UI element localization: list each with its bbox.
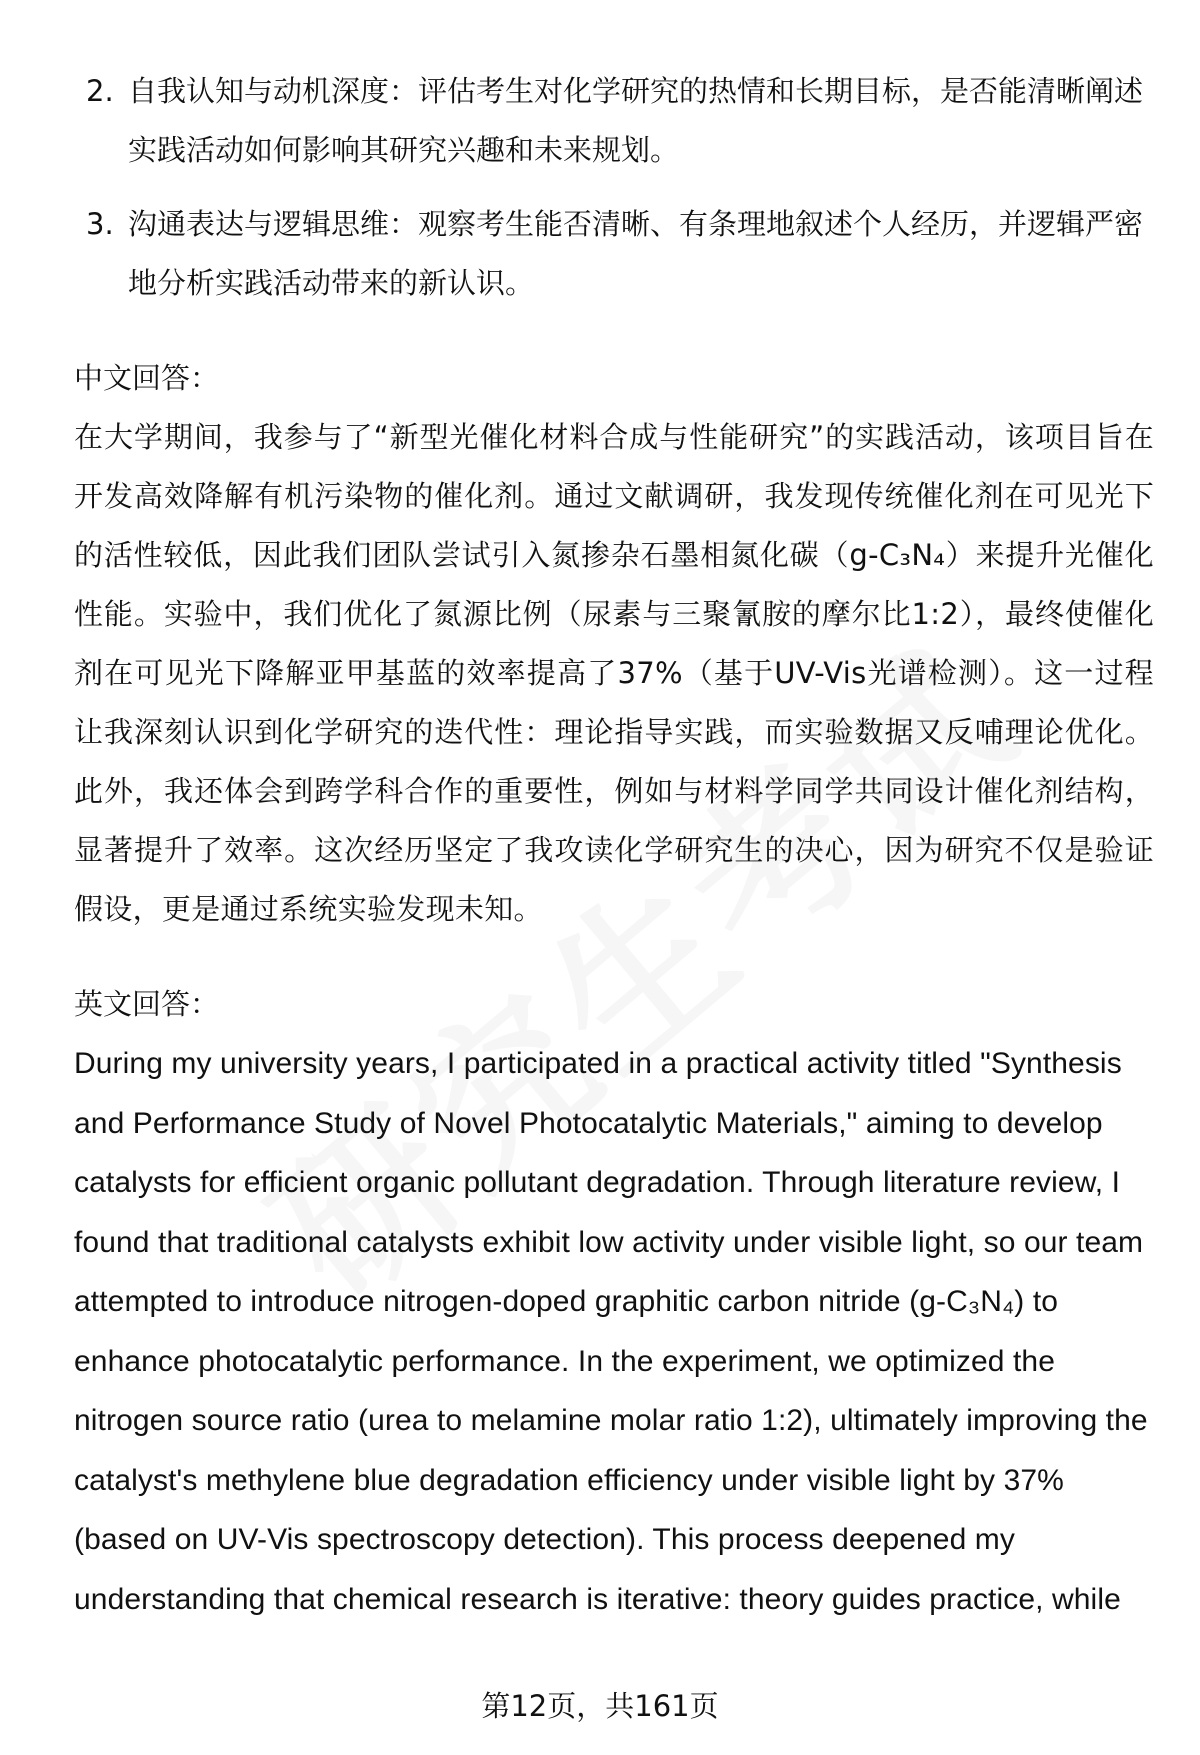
page-number-footer: 第12页，共161页 bbox=[481, 1689, 719, 1723]
document-page bbox=[74, 62, 1154, 1629]
english-answer-body: During my university years, I participated in a practical activity titled "Synthesis and Performance Study of Novel Photocatalytic Materials," aiming to develop catalysts for efficient organic pollutant degradation. Through literature review, I found that traditional catalysts exhibit low activity under visible light, so our team attempted to introduce nitrogen-doped graphitic carbon nitride (g-C₃N₄) to enhance photocatalytic performance. In the experiment, we optimized the nitrogen source ratio (urea to melamine molar ratio 1:2), ultimately improving the catalyst's methylene blue degradation efficiency under visible light by 37% (based on UV-Vis spectroscopy detection). This process deepened my understanding that chemical research is iterative: theory guides practice, while bbox=[74, 1047, 1148, 1616]
criteria-list bbox=[74, 62, 1154, 313]
list-item-text: 沟通表达与逻辑思维：观察考生能否清晰、有条理地叙述个人经历，并逻辑严密地分析实践活动带来的新认识。 bbox=[128, 207, 1144, 300]
chinese-answer-body: 在大学期间，我参与了“新型光催化材料合成与性能研究”的实践活动，该项目旨在开发高效降解有机污染物的催化剂。通过文献调研，我发现传统催化剂在可见光下的活性较低，因此我们团队尝试引入氮掺杂石墨相氮化碳（g-C₃N₄）来提升光催化性能。实验中，我们优化了氮源比例（尿素与三聚氰胺的摩尔比1:2），最终使催化剂在可见光下降解亚甲基蓝的效率提高了37%（基于UV-Vis光谱检测）。这一过程让我深刻认识到化学研究的迭代性：理论指导实践，而实验数据又反哺理论优化。此外，我还体会到跨学科合作的重要性，例如与材料学同学共同设计催化剂结构，显著提升了效率。这次经历坚定了我攻读化学研究生的决心，因为研究不仅是验证假设，更是通过系统实验发现未知。 bbox=[74, 420, 1154, 926]
list-item bbox=[74, 62, 1154, 180]
list-item-number: 2. bbox=[86, 74, 114, 108]
list-item-text: 自我认知与动机深度：评估考生对化学研究的热情和长期目标，是否能清晰阐述实践活动如何影响其研究兴趣和未来规划。 bbox=[128, 74, 1144, 167]
list-item bbox=[74, 195, 1154, 313]
chinese-answer-heading: 中文回答： bbox=[74, 361, 220, 395]
english-answer-heading: 英文回答： bbox=[74, 987, 220, 1021]
list-item-number: 3. bbox=[86, 207, 114, 241]
